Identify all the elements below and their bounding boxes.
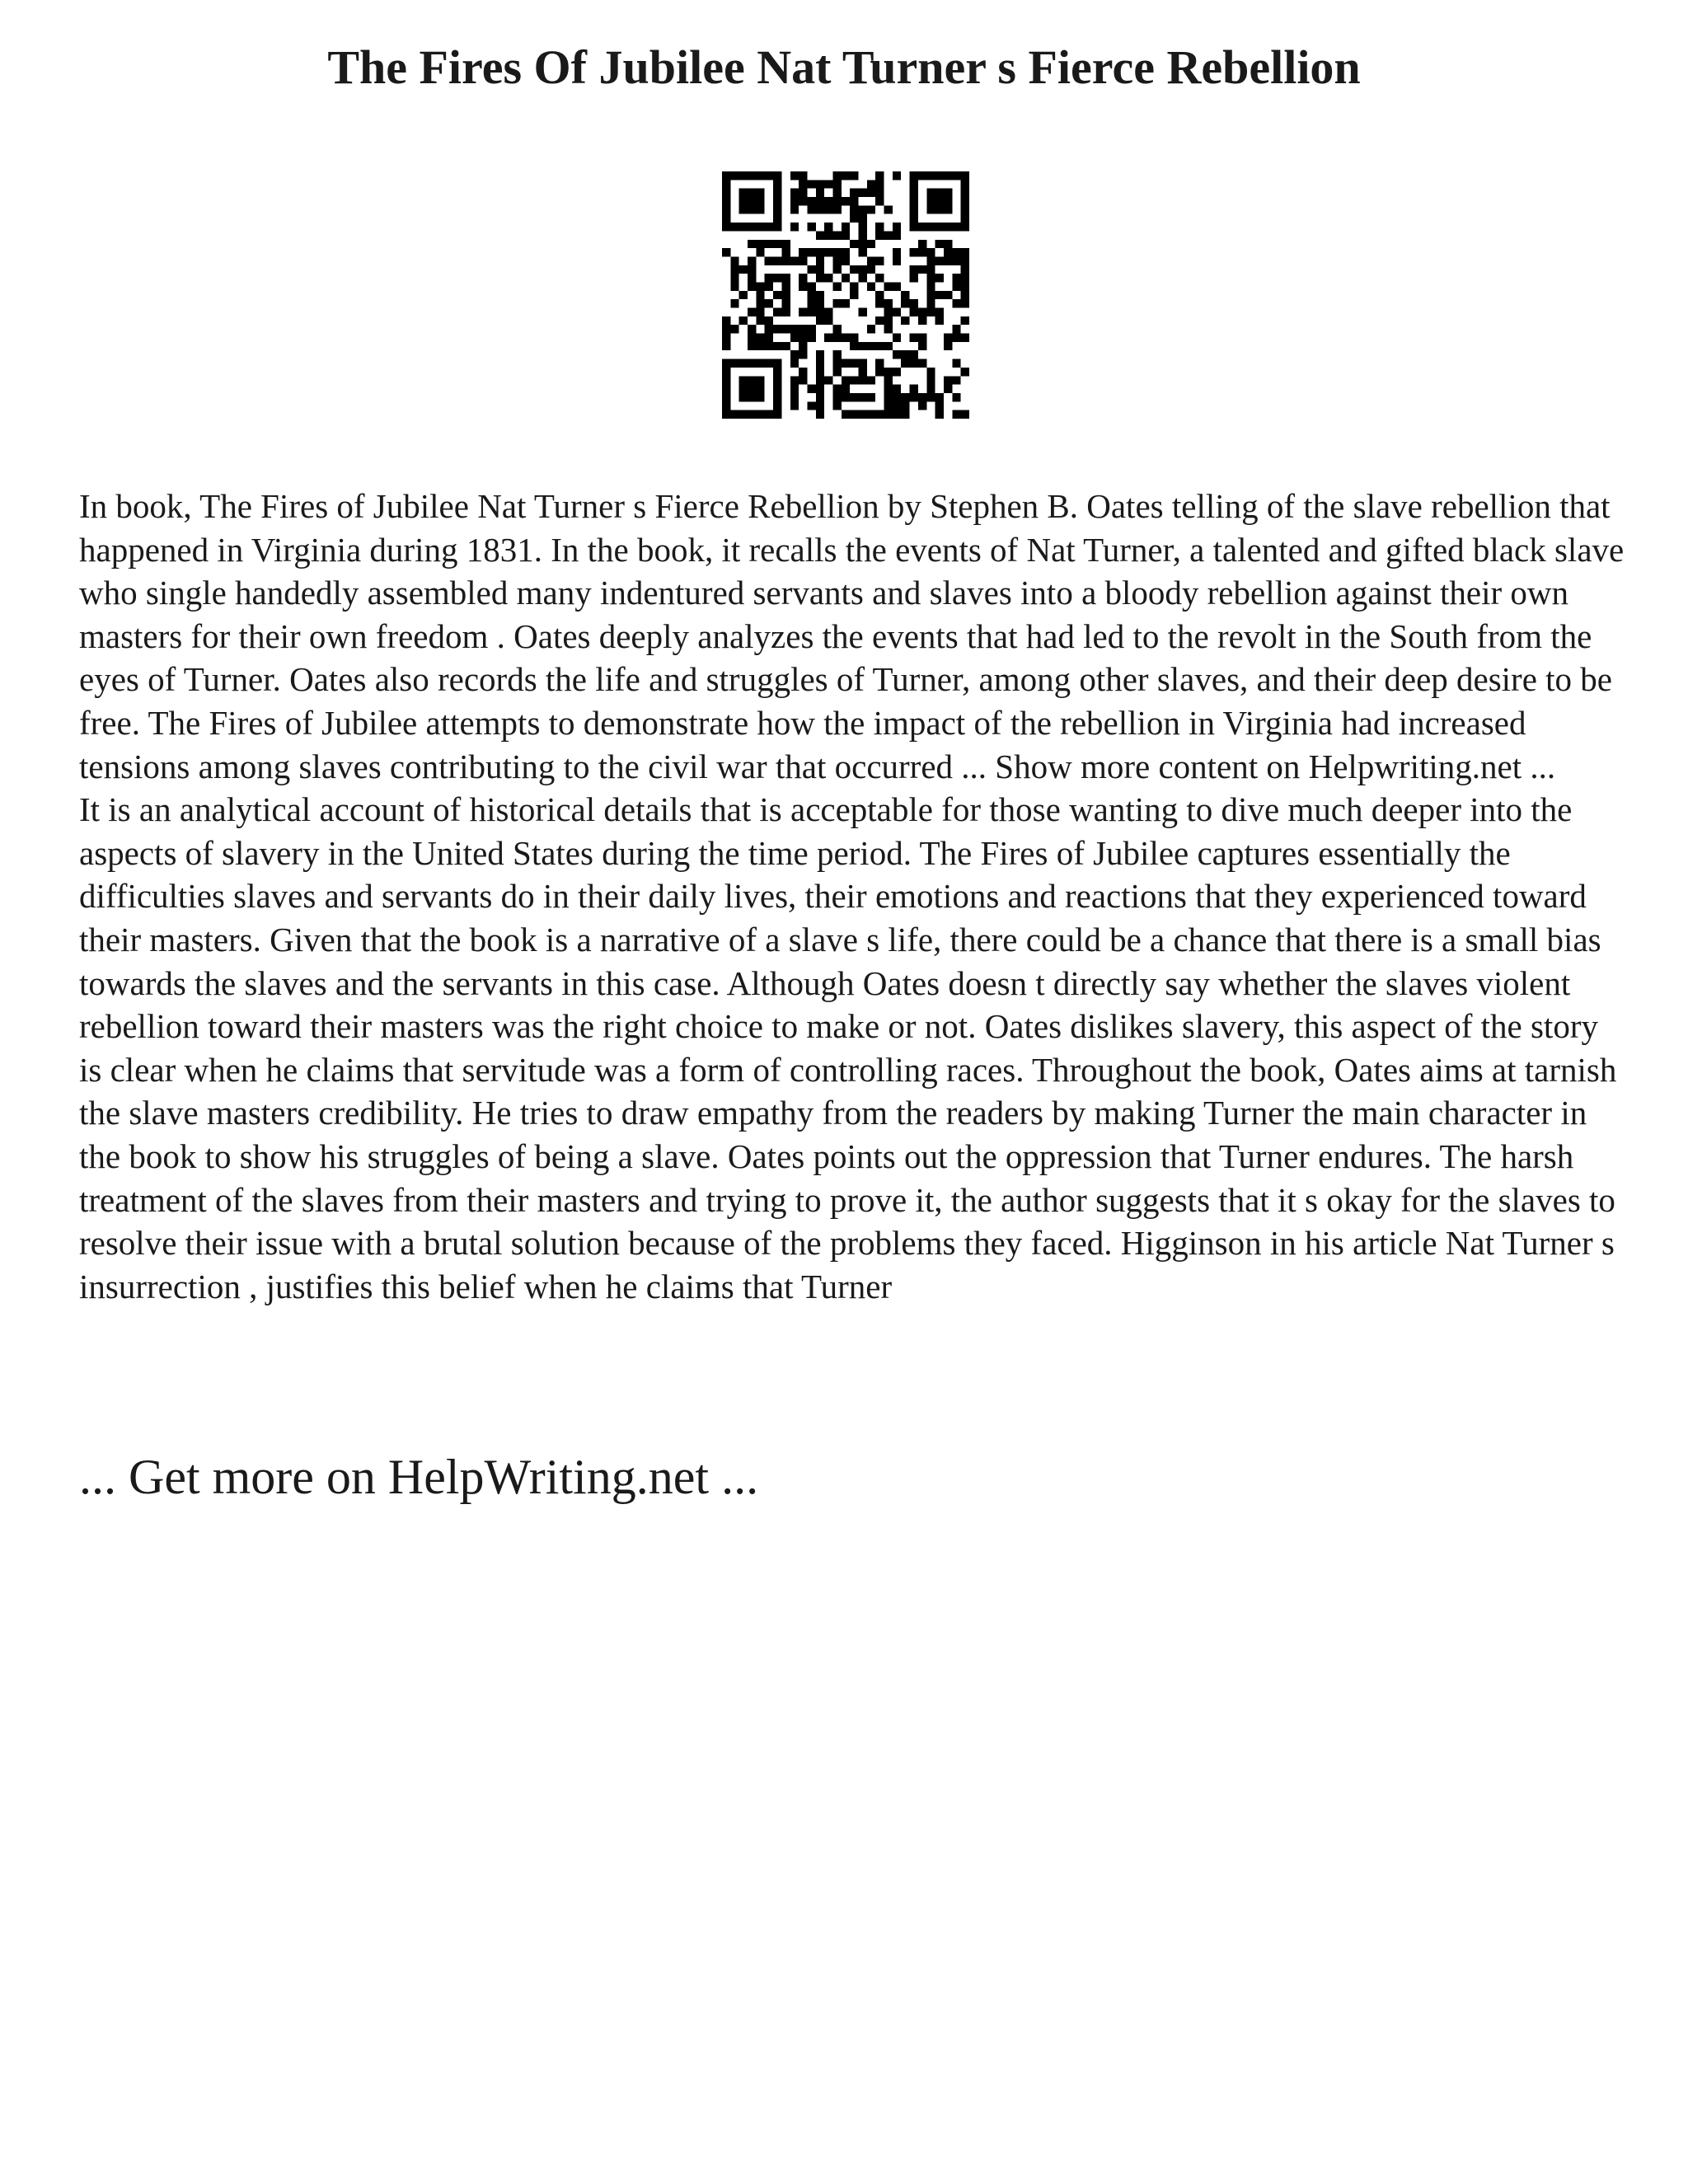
document-title: The Fires Of Jubilee Nat Turner s Fierce Rebellion — [327, 40, 1361, 94]
get-more-link[interactable]: ... Get more on HelpWriting.net ... — [79, 1450, 759, 1504]
paragraph-2: It is an analytical account of historical details that is acceptable for those wanting to dive much deeper into the aspects of slavery in the United States during the time period. The Fires of Jubilee captures essentially the difficulties slaves and servants do in their daily lives, their emotions and reactions that they experienced toward their masters. Given that the book is a narrative of a slave s life, there could be a chance that there is a small bias towards the slaves and the servants in this case. Although Oates doesn t directly say whether the slaves violent rebellion toward their masters was the right choice to make or not. Oates dislikes slavery, this aspect of the story is clear when he claims that servitude was a form of controlling races. Throughout the book, Oates aims at tarnish the slave masters credibility. He tries to draw empathy from the readers by making Turner the main character in the book to show his struggles of being a slave. Oates points out the oppression that Turner endures. The harsh treatment of the slaves from their masters and trying to prove it, the author suggests that it s okay for the slaves to resolve their issue with a brutal solution because of the problems they faced. Higginson in his article Nat Turner s insurrection , justifies this belief when he claims that Turner — [79, 790, 1617, 1305]
article-body — [79, 485, 1629, 1308]
paragraph-1: In book, The Fires of Jubilee Nat Turner s Fierce Rebellion by Stephen B. Oates telling of the slave rebellion that happened in Virginia during 1831. In the book, it recalls the events of Nat Turner, a talented and gifted black slave who single handedly assembled many indentured servants and slaves into a bloody rebellion against their own masters for their own freedom . Oates deeply analyzes the events that had led to the revolt in the South from the eyes of Turner. Oates also records the life and struggles of Turner, among other slaves, and their deep desire to be free. The Fires of Jubilee attempts to demonstrate how the impact of the rebellion in Virginia had increased tensions among slaves contributing to the civil war that occurred ... Show more content on Helpwriting.net ... — [79, 487, 1625, 785]
qr-code-icon[interactable] — [722, 171, 969, 419]
